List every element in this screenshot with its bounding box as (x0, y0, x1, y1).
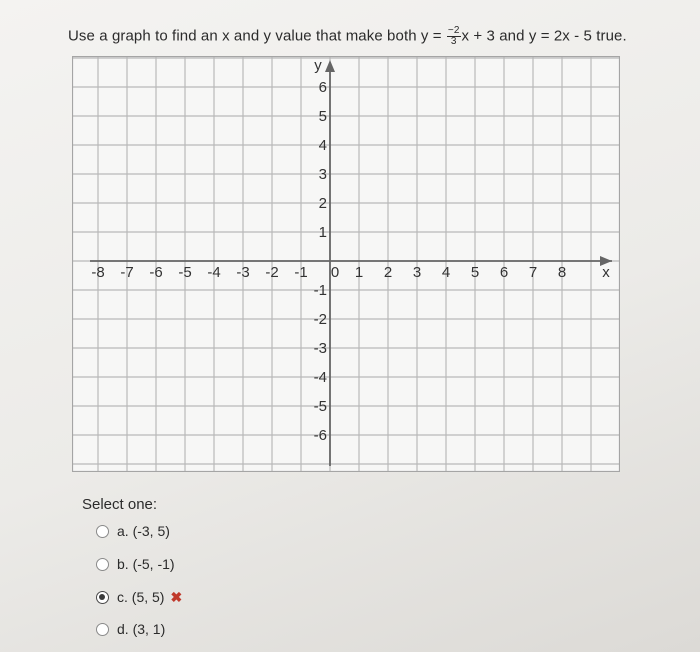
answer-option[interactable] (96, 618, 165, 640)
y-tick-label: 4 (318, 137, 327, 154)
x-tick-label: 1 (354, 264, 364, 281)
question-text (68, 26, 668, 47)
x-tick-label: 4 (441, 264, 451, 281)
y-tick-label: -3 (313, 340, 327, 357)
x-tick-label: -2 (265, 264, 279, 281)
y-tick-label: 6 (318, 79, 327, 96)
x-tick-label: 2 (383, 264, 393, 281)
x-tick-label: -7 (120, 264, 134, 281)
x-axis-label: x (602, 264, 610, 281)
x-tick-label: -4 (207, 264, 221, 281)
y-axis-label: y (314, 57, 322, 74)
x-tick-label: 3 (412, 264, 422, 281)
radio-button[interactable] (96, 623, 109, 636)
x-tick-label: 7 (528, 264, 538, 281)
question-suffix: x + 3 and y = 2x - 5 true. (461, 27, 627, 45)
answer-option-label: a. (-3, 5) (117, 523, 170, 539)
fraction (447, 26, 461, 47)
answer-option[interactable] (96, 586, 182, 608)
question-prefix: Use a graph to find an x and y value that make both y = (68, 27, 446, 45)
select-one-label: Select one: (82, 496, 158, 513)
radio-button[interactable] (96, 525, 109, 538)
y-tick-label: 3 (318, 166, 327, 183)
y-tick-label: -2 (313, 311, 327, 328)
x-tick-label: -3 (236, 264, 250, 281)
x-tick-label: -6 (149, 264, 163, 281)
x-tick-label: -5 (178, 264, 192, 281)
x-tick-label: 0 (330, 264, 340, 281)
fraction-numerator: −2 (447, 25, 460, 36)
radio-button[interactable] (96, 591, 109, 604)
x-tick-label: -8 (91, 264, 105, 281)
fraction-denominator: 3 (450, 36, 457, 47)
y-tick-label: -4 (313, 369, 327, 386)
y-tick-label: 2 (318, 195, 327, 212)
answer-option-label: b. (-5, -1) (117, 556, 175, 572)
answer-option-label: d. (3, 1) (117, 621, 166, 637)
answer-option[interactable] (96, 520, 170, 542)
x-tick-label: 6 (499, 264, 509, 281)
answer-option-label: c. (5, 5) (117, 589, 165, 605)
x-tick-label: 8 (557, 264, 567, 281)
y-tick-label: -5 (313, 398, 327, 415)
answer-option[interactable] (96, 553, 175, 575)
coordinate-grid-svg (72, 56, 620, 472)
coordinate-graph (72, 56, 620, 472)
y-tick-label: -6 (313, 427, 327, 444)
y-tick-label: 1 (318, 224, 327, 241)
x-tick-label: 5 (470, 264, 480, 281)
x-tick-label: -1 (294, 264, 308, 281)
y-tick-label: 5 (318, 108, 327, 125)
radio-button[interactable] (96, 558, 109, 571)
incorrect-x-icon: ✖ (170, 588, 183, 605)
y-tick-label: -1 (313, 282, 327, 299)
